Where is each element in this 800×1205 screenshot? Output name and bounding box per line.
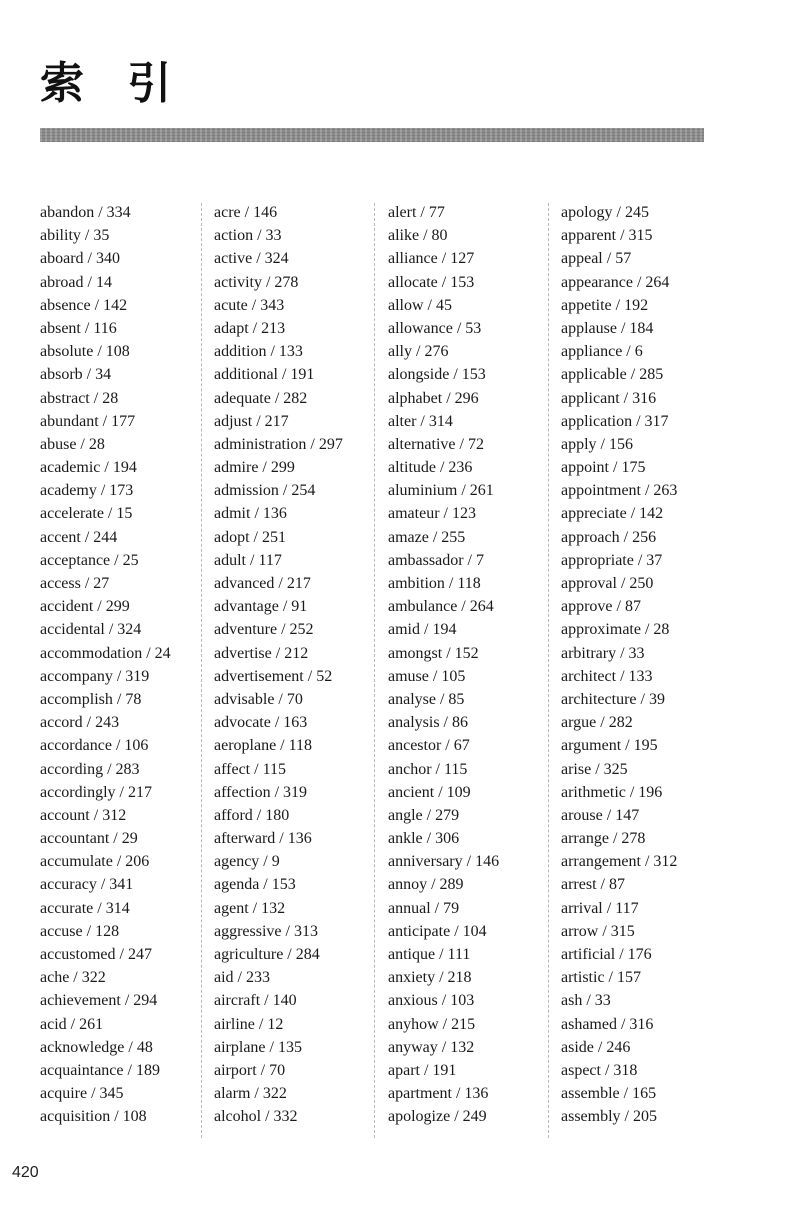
index-entry: ancestor / 67 <box>388 737 470 755</box>
index-entry: acquaintance / 189 <box>40 1061 160 1079</box>
index-entry: applicable / 285 <box>561 366 664 384</box>
index-entry: arbitrary / 33 <box>561 644 645 662</box>
index-entry: accident / 299 <box>40 598 130 616</box>
index-entry: academy / 173 <box>40 482 134 500</box>
index-entry: advertisement / 52 <box>214 667 333 685</box>
index-entry: account / 312 <box>40 806 127 824</box>
index-entry: absolute / 108 <box>40 343 130 361</box>
index-entry: alongside / 153 <box>388 366 486 384</box>
page-title: 索 引 <box>40 58 186 109</box>
index-entry: alter / 314 <box>388 412 453 430</box>
index-entry: acknowledge / 48 <box>40 1038 153 1056</box>
index-entry: accidental / 324 <box>40 621 142 639</box>
index-entry: appliance / 6 <box>561 343 643 361</box>
index-entry: anxious / 103 <box>388 992 475 1010</box>
index-entry: aluminium / 261 <box>388 482 494 500</box>
index-entry: arouse / 147 <box>561 806 640 824</box>
index-entry: accelerate / 15 <box>40 505 133 523</box>
index-entry: applicant / 316 <box>561 389 657 407</box>
index-entry: arrange / 278 <box>561 830 646 848</box>
index-entry: approve / 87 <box>561 598 641 616</box>
index-entry: allow / 45 <box>388 296 452 314</box>
index-entry: alcohol / 332 <box>214 1108 298 1126</box>
index-entry: abstract / 28 <box>40 389 119 407</box>
index-entry: abuse / 28 <box>40 435 105 453</box>
index-entry: ancient / 109 <box>388 783 471 801</box>
index-entry: acre / 146 <box>214 204 278 221</box>
index-entry: aboard / 340 <box>40 250 120 268</box>
index-entry: accustomed / 247 <box>40 946 152 963</box>
index-entry: advisable / 70 <box>214 690 303 708</box>
index-entry: amuse / 105 <box>388 667 466 685</box>
index-entry: accountant / 29 <box>40 830 138 848</box>
index-entry: ashamed / 316 <box>561 1015 654 1033</box>
index-entry: accommodation / 24 <box>40 644 171 662</box>
index-entry: anchor / 115 <box>388 760 468 778</box>
index-entry: acid / 261 <box>40 1015 104 1033</box>
index-entry: accordingly / 217 <box>40 783 152 801</box>
index-entry: amaze / 255 <box>388 528 466 546</box>
index-entry: argument / 195 <box>561 737 658 755</box>
index-entry: apology / 245 <box>561 204 649 221</box>
index-entry: approval / 250 <box>561 575 654 592</box>
index-entry: abundant / 177 <box>40 412 136 430</box>
index-entry: accompany / 319 <box>40 667 150 685</box>
index-entry: aid / 233 <box>214 969 270 987</box>
column-divider <box>201 203 202 1138</box>
index-column-2 <box>214 201 343 1129</box>
index-entry: absent / 116 <box>40 319 117 337</box>
index-entry: afford / 180 <box>214 806 290 824</box>
index-entry: anxiety / 218 <box>388 969 472 987</box>
index-entry: abroad / 14 <box>40 273 112 291</box>
index-entry: accuse / 128 <box>40 922 120 940</box>
index-entry: advanced / 217 <box>214 575 311 592</box>
index-entry: accurate / 314 <box>40 899 130 917</box>
index-entry: absence / 142 <box>40 296 128 314</box>
index-entry: ambition / 118 <box>388 575 481 592</box>
index-entry: acquire / 345 <box>40 1085 124 1103</box>
index-entry: academic / 194 <box>40 459 137 477</box>
index-entry: addition / 133 <box>214 343 303 361</box>
index-entry: advantage / 91 <box>214 598 308 616</box>
index-entry: admit / 136 <box>214 505 287 523</box>
title-underline-bar <box>40 128 704 142</box>
index-entry: alike / 80 <box>388 227 448 245</box>
index-entry: alert / 77 <box>388 204 445 221</box>
index-entry: aggressive / 313 <box>214 922 318 940</box>
index-entry: ash / 33 <box>561 992 611 1010</box>
index-entry: assembly / 205 <box>561 1108 657 1126</box>
column-divider <box>548 203 549 1138</box>
index-entry: appearance / 264 <box>561 273 670 291</box>
index-entry: arrival / 117 <box>561 899 639 917</box>
index-entry: access / 27 <box>40 575 110 592</box>
index-entry: agency / 9 <box>214 853 280 871</box>
index-entry: analyse / 85 <box>388 690 465 708</box>
index-entry: apart / 191 <box>388 1061 457 1079</box>
index-entry: amid / 194 <box>388 621 457 639</box>
index-column-1 <box>40 201 171 1129</box>
page-number: 420 <box>12 1164 39 1181</box>
index-entry: ankle / 306 <box>388 830 460 848</box>
index-entry: anniversary / 146 <box>388 853 500 871</box>
index-entry: advocate / 163 <box>214 714 308 732</box>
index-entry: approach / 256 <box>561 528 657 546</box>
index-entry: airport / 70 <box>214 1061 286 1079</box>
index-entry: airline / 12 <box>214 1015 284 1033</box>
index-entry: active / 324 <box>214 250 289 268</box>
index-entry: apparent / 315 <box>561 227 653 245</box>
index-entry: apologize / 249 <box>388 1108 487 1126</box>
index-entry: appoint / 175 <box>561 459 646 477</box>
index-entry: amongst / 152 <box>388 644 479 662</box>
index-entry: application / 317 <box>561 412 669 430</box>
index-entry: admission / 254 <box>214 482 316 500</box>
index-entry: arrest / 87 <box>561 876 625 894</box>
index-entry: artistic / 157 <box>561 969 641 987</box>
index-entry: analysis / 86 <box>388 714 468 732</box>
index-entry: assemble / 165 <box>561 1085 657 1103</box>
index-entry: allowance / 53 <box>388 319 482 337</box>
index-entry: aspect / 318 <box>561 1061 638 1079</box>
index-entry: ache / 322 <box>40 969 106 987</box>
index-entry: accord / 243 <box>40 714 120 732</box>
index-entry: adult / 117 <box>214 551 282 569</box>
index-entry: advertise / 212 <box>214 644 309 662</box>
index-entry: architect / 133 <box>561 667 653 685</box>
index-entry: angle / 279 <box>388 806 460 824</box>
index-entry: affection / 319 <box>214 783 308 801</box>
index-entry: alternative / 72 <box>388 435 484 453</box>
index-entry: agent / 132 <box>214 899 286 917</box>
index-entry: appropriate / 37 <box>561 551 663 569</box>
index-entry: accumulate / 206 <box>40 853 150 871</box>
index-entry: administration / 297 <box>214 435 343 453</box>
index-entry: ally / 276 <box>388 343 449 361</box>
index-entry: adventure / 252 <box>214 621 314 639</box>
index-entry: abandon / 334 <box>40 204 131 221</box>
index-entry: appointment / 263 <box>561 482 678 500</box>
index-entry: ambassador / 7 <box>388 551 484 569</box>
index-entry: acceptance / 25 <box>40 551 139 569</box>
index-entry: annoy / 289 <box>388 876 464 894</box>
index-entry: anyway / 132 <box>388 1038 475 1056</box>
index-entry: adjust / 217 <box>214 412 289 430</box>
index-entry: adequate / 282 <box>214 389 308 407</box>
index-entry: appetite / 192 <box>561 296 649 314</box>
index-entry: anticipate / 104 <box>388 922 487 940</box>
index-entry: appreciate / 142 <box>561 505 664 523</box>
index-entry: activity / 278 <box>214 273 299 291</box>
index-entry: arrangement / 312 <box>561 853 678 871</box>
index-entry: anyhow / 215 <box>388 1015 476 1033</box>
index-entry: alliance / 127 <box>388 250 475 268</box>
index-entry: altitude / 236 <box>388 459 473 477</box>
index-entry: amateur / 123 <box>388 505 476 523</box>
index-entry: accomplish / 78 <box>40 690 142 708</box>
index-column-3 <box>388 201 499 1129</box>
index-entry: aside / 246 <box>561 1038 631 1056</box>
index-entry: applause / 184 <box>561 319 654 337</box>
index-entry: ability / 35 <box>40 227 110 245</box>
index-entry: alphabet / 296 <box>388 389 479 407</box>
index-entry: ambulance / 264 <box>388 598 494 616</box>
index-entry: acquisition / 108 <box>40 1108 147 1126</box>
index-entry: additional / 191 <box>214 366 315 384</box>
index-entry: approximate / 28 <box>561 621 670 639</box>
index-entry: appeal / 57 <box>561 250 632 268</box>
column-divider <box>374 203 375 1138</box>
index-entry: architecture / 39 <box>561 690 665 708</box>
index-column-4 <box>561 201 677 1129</box>
index-entry: admire / 299 <box>214 459 295 477</box>
index-entry: allocate / 153 <box>388 273 475 291</box>
index-entry: alarm / 322 <box>214 1085 287 1103</box>
index-entry: aircraft / 140 <box>214 992 297 1010</box>
index-entry: adapt / 213 <box>214 319 286 337</box>
index-entry: antique / 111 <box>388 946 471 963</box>
index-entry: adopt / 251 <box>214 528 286 546</box>
index-entry: agenda / 153 <box>214 876 296 894</box>
index-entry: argue / 282 <box>561 714 633 732</box>
index-entry: accent / 244 <box>40 528 118 546</box>
index-entry: accordance / 106 <box>40 737 149 755</box>
index-entry: arrow / 315 <box>561 922 635 940</box>
index-entry: according / 283 <box>40 760 140 778</box>
index-entry: arise / 325 <box>561 760 628 778</box>
index-entry: artificial / 176 <box>561 946 652 963</box>
index-entry: apply / 156 <box>561 435 633 453</box>
index-entry: acute / 343 <box>214 296 285 314</box>
index-entry: agriculture / 284 <box>214 946 320 963</box>
index-entry: annual / 79 <box>388 899 460 917</box>
index-entry: achievement / 294 <box>40 992 158 1010</box>
index-entry: action / 33 <box>214 227 282 245</box>
index-entry: apartment / 136 <box>388 1085 489 1103</box>
index-entry: airplane / 135 <box>214 1038 302 1056</box>
index-entry: aeroplane / 118 <box>214 737 313 755</box>
index-entry: affect / 115 <box>214 760 286 778</box>
index-entry: afterward / 136 <box>214 830 312 848</box>
index-entry: absorb / 34 <box>40 366 112 384</box>
index-entry: accuracy / 341 <box>40 876 134 894</box>
index-entry: arithmetic / 196 <box>561 783 663 801</box>
